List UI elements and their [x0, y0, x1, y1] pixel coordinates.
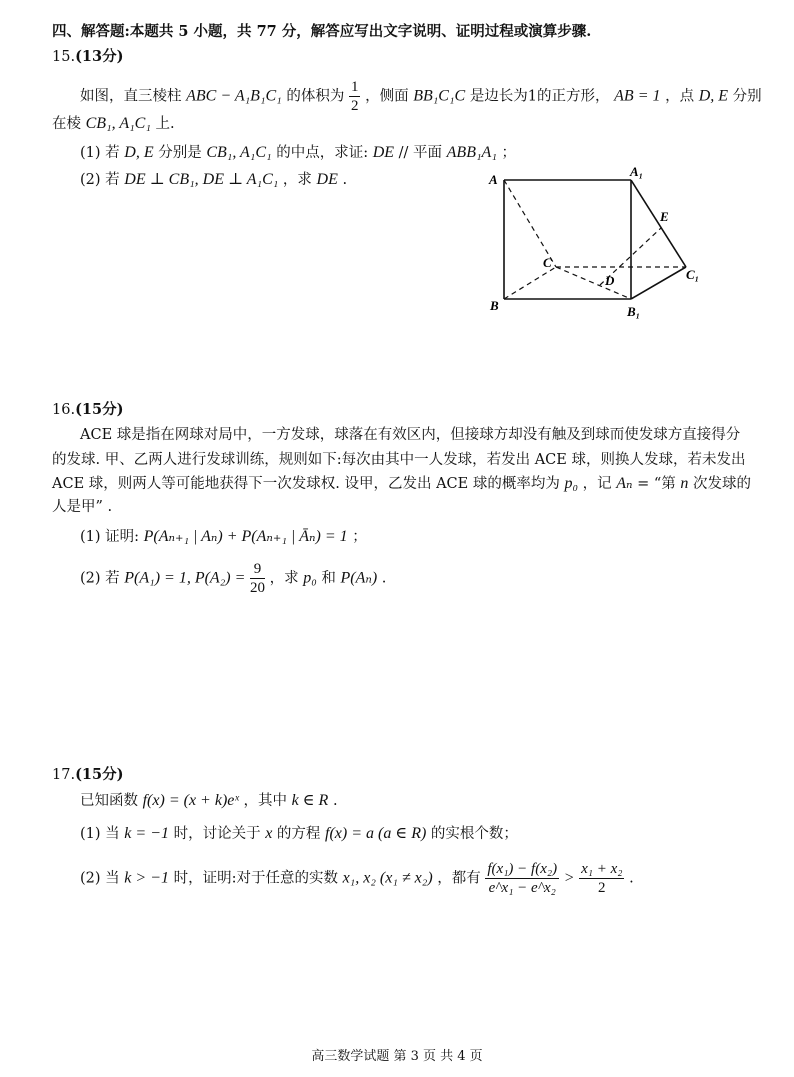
q15-part1	[80, 143, 516, 163]
q17-text: 时，讨论关于	[173, 826, 261, 842]
edge-ac-hidden	[504, 180, 556, 267]
q15-points-de: D, E	[698, 87, 729, 105]
q15-volume-den: 2	[350, 98, 359, 114]
q17-fraction-left	[485, 860, 559, 897]
q16-line2: 的发球. 甲、乙两人进行发球训练，规则如下:每次由其中一人发球，若发出 ACE 球，则换人发球，若未发出	[52, 452, 746, 468]
section-header: 四、解答题:本题共 5 小题，共 77 分，解答应写出文字说明、证明过程或演算步骤.	[52, 23, 592, 40]
q15-text: 的体积为	[286, 88, 345, 105]
q16-p0: p₀	[303, 569, 317, 587]
q17-text: .	[332, 793, 338, 809]
q17-line1	[80, 791, 338, 811]
q15-text: ，点	[665, 88, 695, 105]
q16-part1-formula: P(Aₙ₊₁ | Aₙ) + P(Aₙ₊₁ | Āₙ) = 1	[143, 528, 348, 545]
q17-text: x₁, x₂ (x₁ ≠ x₂)	[342, 869, 433, 887]
q16-number: 16.	[52, 402, 76, 418]
q16-text: 次发球的	[693, 476, 752, 492]
q17-text: .	[629, 870, 634, 887]
edge-a1c1	[631, 180, 686, 267]
edge-cb1-hidden	[556, 267, 631, 299]
q15-text: 在棱	[52, 116, 81, 132]
q15-prism-figure	[480, 164, 710, 324]
q17-k-domain: k ∈ R	[291, 792, 329, 809]
q16-part2-label: (2) 若	[80, 570, 120, 587]
q17-gt-sign: >	[563, 869, 575, 887]
q15-text: ，侧面	[365, 88, 409, 105]
q15-volume-fraction	[349, 78, 361, 115]
q15-text: // 平面	[398, 145, 443, 161]
q16-part1-label: (1) 证明:	[80, 529, 140, 545]
q16-text: ACE 球，则两人等可能地获得下一次发球权. 设甲，乙发出 ACE 球的概率均为	[52, 476, 560, 492]
edge-bc-hidden	[504, 267, 556, 299]
q16-text: ，记	[582, 476, 612, 492]
q17-part2-label: (2) 当	[80, 870, 120, 887]
q17-part1-label: (1) 当	[80, 826, 120, 842]
label-d: D	[605, 273, 615, 288]
q17-points: (15分)	[75, 766, 124, 783]
q16-part2	[80, 560, 386, 597]
q15-points: (13分)	[75, 48, 124, 65]
label-a1: A₁	[630, 164, 644, 179]
q17-equation: f(x) = a (a ∈ R)	[325, 825, 427, 842]
q17-number: 17.	[52, 767, 76, 783]
q16-text: ；	[352, 529, 367, 545]
q16-points: (15分)	[75, 401, 124, 418]
q15-number: 15.	[52, 49, 76, 65]
q15-text: .	[342, 172, 348, 188]
label-b: B	[490, 298, 499, 313]
label-b1: B₁	[627, 304, 641, 319]
q15-text: 是边长为1的正方形，	[469, 88, 610, 105]
q16-line1: ACE 球是指在网球对局中，一方发球，球落在有效区内，但接球方却没有触及到球而使发球方直接得分	[80, 427, 741, 443]
q15-text: ；	[501, 145, 516, 161]
q15-text: ，求	[282, 172, 312, 188]
q15-part2-label: (2) 若	[80, 172, 120, 188]
q15-face-name: BB₁C₁C	[413, 87, 466, 105]
q16-frac-den: 20	[250, 580, 265, 596]
q17-heading	[52, 765, 123, 785]
q17-text: k = −1	[124, 825, 169, 842]
q15-text: DE	[372, 144, 395, 161]
q17-fraction-right	[579, 860, 624, 897]
q16-an: Aₙ	[616, 475, 633, 492]
q17-frac2-den: 2	[598, 880, 606, 896]
q16-line4: 人是甲” .	[52, 499, 113, 515]
q15-text: 分别是	[158, 145, 202, 161]
q16-pan: P(Aₙ)	[340, 569, 378, 587]
q15-part2	[80, 170, 347, 190]
q16-heading	[52, 400, 123, 420]
q17-text: 已知函数	[80, 793, 138, 809]
q17-text: 的方程	[276, 826, 321, 842]
q17-text: x	[265, 825, 273, 842]
q17-frac1-den: e^x₁ − e^x₂	[488, 880, 556, 896]
q15-edges: CB₁, A₁C₁	[85, 115, 151, 132]
q16-part2-formula: P(A₁) = 1, P(A₂) =	[124, 569, 246, 587]
q15-text: DE	[316, 171, 338, 188]
q16-frac-num: 9	[250, 560, 265, 579]
q16-text: .	[381, 570, 387, 587]
label-e: E	[660, 209, 669, 224]
q15-part1-label: (1) 若	[80, 145, 120, 161]
q15-plane-name: ABB₁A₁	[446, 144, 497, 161]
edge-b1c1	[631, 267, 686, 299]
q15-prism-name: ABC − A₁B₁C₁	[186, 87, 282, 105]
q16-part1	[80, 527, 367, 547]
q15-heading	[52, 47, 123, 67]
q17-frac2-num: x₁ + x₂	[581, 861, 623, 877]
q17-part2	[80, 860, 634, 897]
q17-part1	[80, 824, 518, 844]
q15-intro-line1	[80, 78, 762, 115]
q16-text: ，求	[269, 570, 299, 587]
label-a: A	[489, 172, 498, 187]
q17-text: k > −1	[124, 869, 169, 887]
q16-fraction	[250, 560, 265, 597]
q16-text: = “第	[637, 476, 676, 492]
q17-function: f(x) = (x + k)eˣ	[142, 792, 239, 809]
q15-text: D, E	[124, 144, 154, 161]
q17-text: 的实根个数；	[430, 826, 518, 842]
q15-intro-line2	[52, 114, 175, 134]
q17-frac1-num: f(x₁) − f(x₂)	[487, 861, 558, 877]
q15-text: 如图，直三棱柱	[80, 88, 182, 105]
q17-text: ，其中	[243, 793, 287, 809]
page-footer: 高三数学试题 第 3 页 共 4 页	[311, 1049, 483, 1064]
q15-text: 分别	[732, 88, 762, 105]
q15-text: 上.	[155, 116, 175, 132]
q15-text: CB₁, A₁C₁	[206, 144, 272, 161]
q16-text: 和	[321, 570, 336, 587]
label-c1: C₁	[686, 267, 700, 282]
q16-n: n	[680, 475, 689, 492]
q15-text: 的中点，求证:	[276, 145, 369, 161]
label-c: C	[543, 255, 552, 270]
q17-text: 时，证明:对于任意的实数	[173, 870, 338, 887]
q15-ab-eq: AB = 1	[614, 87, 661, 105]
q16-line3	[52, 474, 751, 494]
q15-volume-num: 1	[350, 79, 359, 95]
q17-text: ，都有	[437, 870, 481, 887]
q15-text: DE ⊥ CB₁, DE ⊥ A₁C₁	[124, 171, 279, 188]
q16-p0: p₀	[564, 475, 579, 492]
